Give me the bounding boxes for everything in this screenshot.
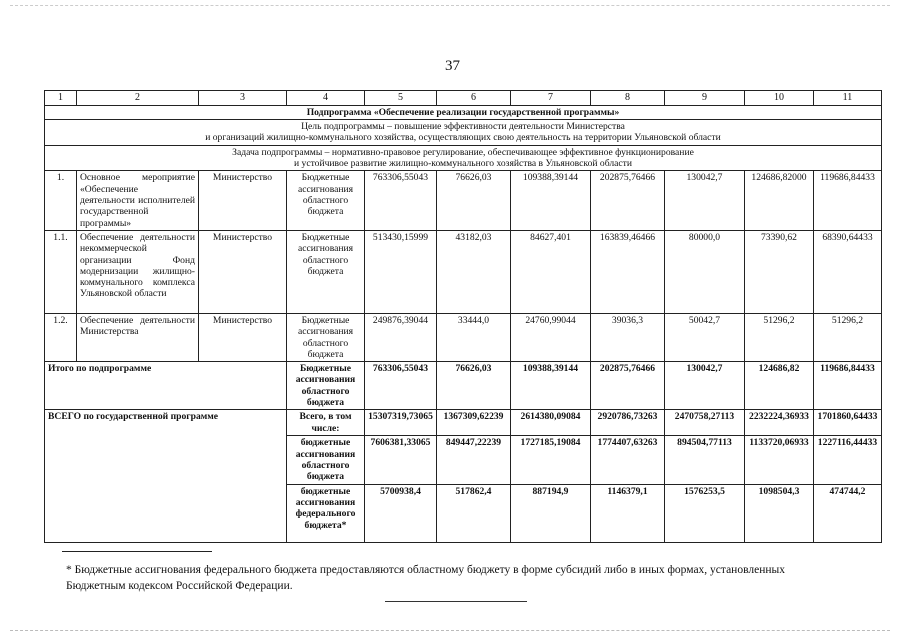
goal-row <box>45 120 882 146</box>
scan-edge-top <box>10 5 890 6</box>
value-col-5: 15307319,73065 <box>365 410 437 436</box>
value-col-10: 73390,62 <box>745 230 814 313</box>
funding-source: Бюджетные ассигнования областного бюджета <box>287 171 365 231</box>
funding-source: бюджетные ассигнования областного бюджета <box>287 436 365 484</box>
subprogram-title: Подпрограмма «Обеспечение реализации государственной программы» <box>45 105 882 119</box>
value-col-7: 109388,39144 <box>511 171 591 231</box>
value-col-8: 202875,76466 <box>591 171 665 231</box>
value-col-7: 2614380,09084 <box>511 410 591 436</box>
value-col-9: 1576253,5 <box>665 484 745 542</box>
table-row <box>45 230 882 313</box>
value-col-11: 1701860,64433 <box>814 410 882 436</box>
value-col-8: 163839,46466 <box>591 230 665 313</box>
task-line-2: и устойчивое развитие жилищно-коммунального хозяйства в Ульяновской области <box>294 158 632 170</box>
measure-name: Обеспечение деятельности некоммерческой организации Фонд модернизации жилищно-коммунального комплекса Ульяновской области <box>77 230 199 313</box>
executor: Министерство <box>199 230 287 313</box>
value-col-9: 130042,7 <box>665 171 745 231</box>
footnote-rule <box>62 551 212 552</box>
value-col-7: 109388,39144 <box>511 362 591 410</box>
value-col-10: 51296,2 <box>745 313 814 361</box>
column-number: 9 <box>665 91 745 106</box>
value-col-7: 887194,9 <box>511 484 591 542</box>
value-col-11: 1227116,44433 <box>814 436 882 484</box>
value-col-8: 202875,76466 <box>591 362 665 410</box>
value-col-11: 119686,84433 <box>814 362 882 410</box>
value-col-5: 5700938,4 <box>365 484 437 542</box>
value-col-5: 763306,55043 <box>365 362 437 410</box>
table-row <box>45 171 882 231</box>
end-rule <box>385 601 527 602</box>
subtotal-row <box>45 362 882 410</box>
value-col-5: 513430,15999 <box>365 230 437 313</box>
row-number: 1. <box>45 171 77 231</box>
row-number: 1.2. <box>45 313 77 361</box>
column-number: 3 <box>199 91 287 106</box>
scan-edge-bottom <box>10 630 890 631</box>
value-col-8: 2920786,73263 <box>591 410 665 436</box>
value-col-6: 849447,22239 <box>437 436 511 484</box>
column-number-row <box>45 91 882 106</box>
page-number: 37 <box>445 58 460 74</box>
value-col-5: 763306,55043 <box>365 171 437 231</box>
task-row <box>45 145 882 171</box>
value-col-6: 76626,03 <box>437 362 511 410</box>
column-number: 5 <box>365 91 437 106</box>
measure-name: Основное мероприятие «Обеспечение деятельности исполнителей государственной программы» <box>77 171 199 231</box>
value-col-5: 7606381,33065 <box>365 436 437 484</box>
value-col-10: 124686,82 <box>745 362 814 410</box>
goal-line-2: и организаций жилищно-коммунального хозяйства, осуществляющих свою деятельность на территории Ульяновской области <box>205 132 721 144</box>
column-number: 8 <box>591 91 665 106</box>
total-label: ВСЕГО по государственной программе <box>45 410 287 542</box>
value-col-10: 1133720,06933 <box>745 436 814 484</box>
table-row <box>45 313 882 361</box>
value-col-11: 68390,64433 <box>814 230 882 313</box>
value-col-8: 39036,3 <box>591 313 665 361</box>
footnote: * Бюджетные ассигнования федерального бюджета предоставляются областному бюджету в форме субсидий либо в иных формах, установленных Бюджетным кодексом Российской Федерации. <box>66 564 785 592</box>
value-col-8: 1146379,1 <box>591 484 665 542</box>
subprogram-title-row <box>45 105 882 119</box>
executor: Министерство <box>199 313 287 361</box>
value-col-7: 84627,401 <box>511 230 591 313</box>
column-number: 1 <box>45 91 77 106</box>
value-col-7: 24760,99044 <box>511 313 591 361</box>
value-col-10: 2232224,36933 <box>745 410 814 436</box>
column-number: 6 <box>437 91 511 106</box>
funding-source: Всего, в том числе: <box>287 410 365 436</box>
value-col-6: 43182,03 <box>437 230 511 313</box>
value-col-8: 1774407,63263 <box>591 436 665 484</box>
value-col-10: 124686,82000 <box>745 171 814 231</box>
value-col-6: 1367309,62239 <box>437 410 511 436</box>
value-col-9: 130042,7 <box>665 362 745 410</box>
funding-source: Бюджетные ассигнования областного бюджета <box>287 313 365 361</box>
value-col-9: 2470758,27113 <box>665 410 745 436</box>
value-col-11: 474744,2 <box>814 484 882 542</box>
column-number: 7 <box>511 91 591 106</box>
funding-source: Бюджетные ассигнования областного бюджета <box>287 230 365 313</box>
row-number: 1.1. <box>45 230 77 313</box>
subprogram-goal <box>45 120 882 146</box>
subprogram-task <box>45 145 882 171</box>
column-number: 2 <box>77 91 199 106</box>
value-col-5: 249876,39044 <box>365 313 437 361</box>
task-line-1: Задача подпрограммы – нормативно-правовое регулирование, обеспечивающее эффективное функционирование <box>232 146 694 158</box>
column-number: 11 <box>814 91 882 106</box>
value-col-7: 1727185,19084 <box>511 436 591 484</box>
value-col-6: 33444,0 <box>437 313 511 361</box>
executor: Министерство <box>199 171 287 231</box>
goal-line-1: Цель подпрограммы – повышение эффективности деятельности Министерства <box>301 121 625 133</box>
funding-source: Бюджетные ассигнования областного бюджета <box>287 362 365 410</box>
value-col-6: 76626,03 <box>437 171 511 231</box>
value-col-10: 1098504,3 <box>745 484 814 542</box>
value-col-6: 517862,4 <box>437 484 511 542</box>
value-col-9: 80000,0 <box>665 230 745 313</box>
subtotal-label: Итого по подпрограмме <box>45 362 287 410</box>
value-col-11: 51296,2 <box>814 313 882 361</box>
column-number: 4 <box>287 91 365 106</box>
value-col-9: 894504,77113 <box>665 436 745 484</box>
measure-name: Обеспечение деятельности Министерства <box>77 313 199 361</box>
budget-table <box>44 90 882 543</box>
value-col-9: 50042,7 <box>665 313 745 361</box>
value-col-11: 119686,84433 <box>814 171 882 231</box>
funding-source: бюджетные ассигнования федерального бюджета* <box>287 484 365 542</box>
total-row <box>45 410 882 436</box>
column-number: 10 <box>745 91 814 106</box>
